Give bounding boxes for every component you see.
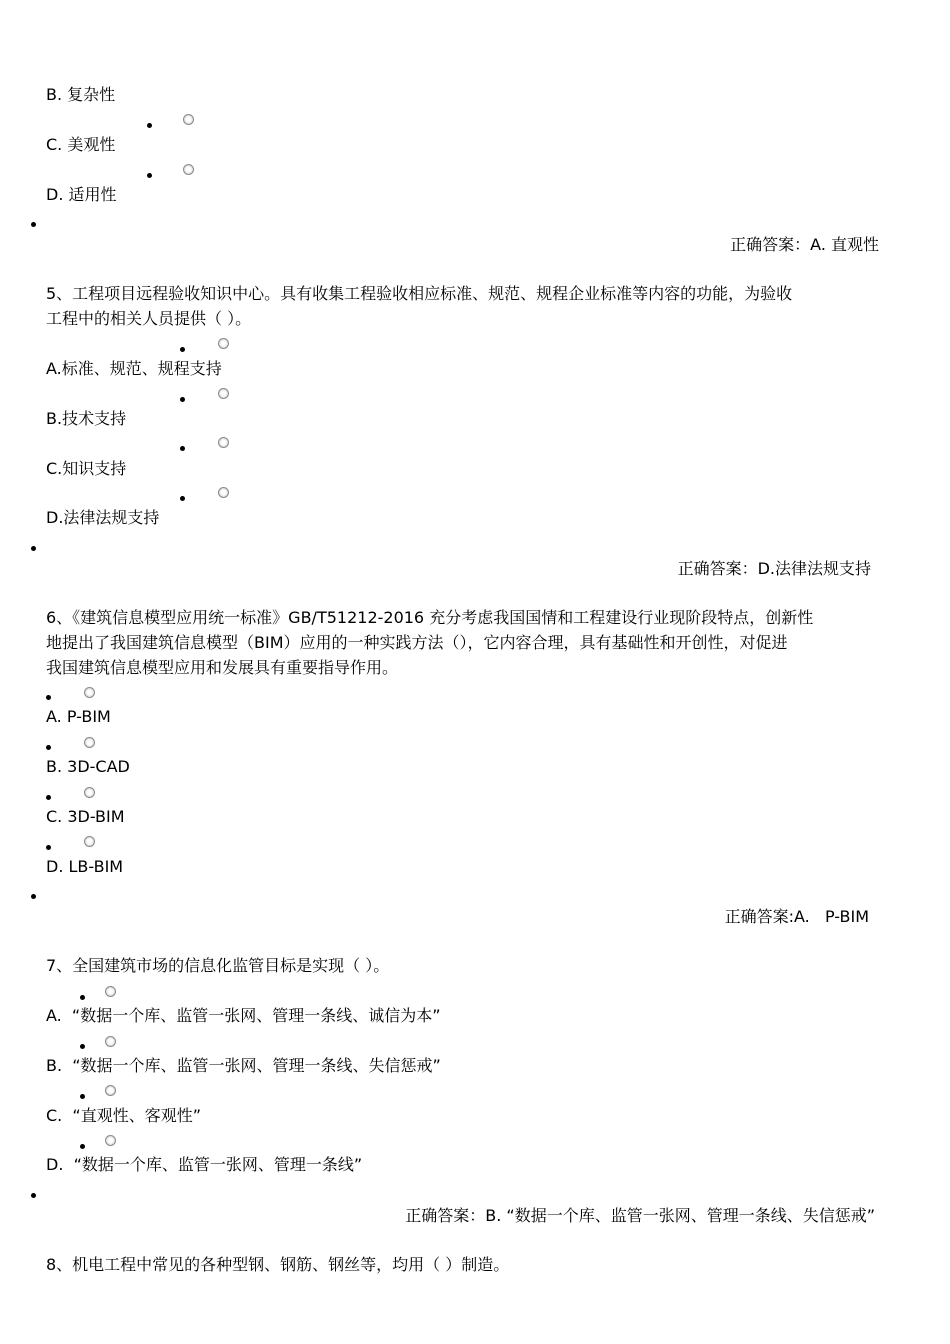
radio-option-c[interactable] <box>105 1085 116 1096</box>
list-bullet <box>46 845 51 850</box>
list-bullet <box>31 1193 36 1198</box>
list-bullet <box>80 1144 85 1149</box>
list-bullet <box>180 496 185 501</box>
radio-option-a[interactable] <box>105 986 116 997</box>
option-label: D. 适用性 <box>46 185 117 204</box>
radio-option-c[interactable] <box>84 787 95 798</box>
question-text: 8、机电工程中常见的各种型钢、钢筋、钢丝等，均用（ ）制造。 <box>46 1255 510 1274</box>
option-label: B. 3D-CAD <box>46 757 130 776</box>
list-bullet <box>80 1094 85 1099</box>
radio-option-d[interactable] <box>183 164 194 175</box>
list-bullet <box>147 123 152 128</box>
radio-option-a[interactable] <box>218 338 229 349</box>
list-bullet <box>31 222 36 227</box>
option-label: B. “数据一个库、监管一张网、管理一条线、失信惩戒” <box>46 1056 441 1075</box>
list-bullet <box>147 173 152 178</box>
radio-option-a[interactable] <box>84 687 95 698</box>
radio-option-b[interactable] <box>105 1036 116 1047</box>
option-label: A. “数据一个库、监管一张网、管理一条线、诚信为本” <box>46 1006 441 1025</box>
list-bullet <box>31 546 36 551</box>
radio-option-c[interactable] <box>183 114 194 125</box>
list-bullet <box>46 795 51 800</box>
option-label: C.知识支持 <box>46 459 127 478</box>
list-bullet <box>80 1044 85 1049</box>
list-bullet <box>180 347 185 352</box>
radio-option-b[interactable] <box>218 388 229 399</box>
radio-option-d[interactable] <box>105 1135 116 1146</box>
radio-option-c[interactable] <box>218 437 229 448</box>
question-text-line: 地提出了我国建筑信息模型（BIM）应用的一种实践方法（），它内容合理，具有基础性和开创性，对促进 <box>46 633 788 652</box>
question-text-line: 我国建筑信息模型应用和发展具有重要指导作用。 <box>46 658 399 677</box>
option-label: C. 美观性 <box>46 135 116 154</box>
list-bullet <box>180 397 185 402</box>
question-text-line: 5、工程项目远程验收知识中心。具有收集工程验收相应标准、规范、规程企业标准等内容的功能，为验收 <box>46 284 793 303</box>
option-label: C. 3D-BIM <box>46 807 125 826</box>
list-bullet <box>31 894 36 899</box>
option-label: B.技术支持 <box>46 409 127 428</box>
question-text-line: 工程中的相关人员提供（ ）。 <box>46 309 252 328</box>
option-label: A. P-BIM <box>46 707 111 726</box>
option-label: C. “直观性、客观性” <box>46 1106 202 1125</box>
correct-answer: 正确答案：A. 直观性 <box>730 235 879 254</box>
list-bullet <box>46 695 51 700</box>
option-label: B. 复杂性 <box>46 85 116 104</box>
question-text-line: 6、《建筑信息模型应用统一标准》GB/T51212-2016 充分考虑我国国情和工程建设行业现阶段特点，创新性 <box>46 608 814 627</box>
option-label: D. “数据一个库、监管一张网、管理一条线” <box>46 1155 363 1174</box>
correct-answer: 正确答案:A. P-BIM <box>724 907 869 926</box>
question-text: 7、全国建筑市场的信息化监管目标是实现（ ）。 <box>46 956 390 975</box>
radio-option-d[interactable] <box>218 487 229 498</box>
option-label: D.法律法规支持 <box>46 508 160 527</box>
list-bullet <box>180 446 185 451</box>
correct-answer: 正确答案：B. “数据一个库、监管一张网、管理一条线、失信惩戒” <box>405 1206 875 1225</box>
option-label: A.标准、规范、规程支持 <box>46 359 222 378</box>
correct-answer: 正确答案：D.法律法规支持 <box>677 559 871 578</box>
radio-option-b[interactable] <box>84 737 95 748</box>
radio-option-d[interactable] <box>84 836 95 847</box>
list-bullet <box>46 745 51 750</box>
list-bullet <box>80 995 85 1000</box>
option-label: D. LB-BIM <box>46 857 124 876</box>
